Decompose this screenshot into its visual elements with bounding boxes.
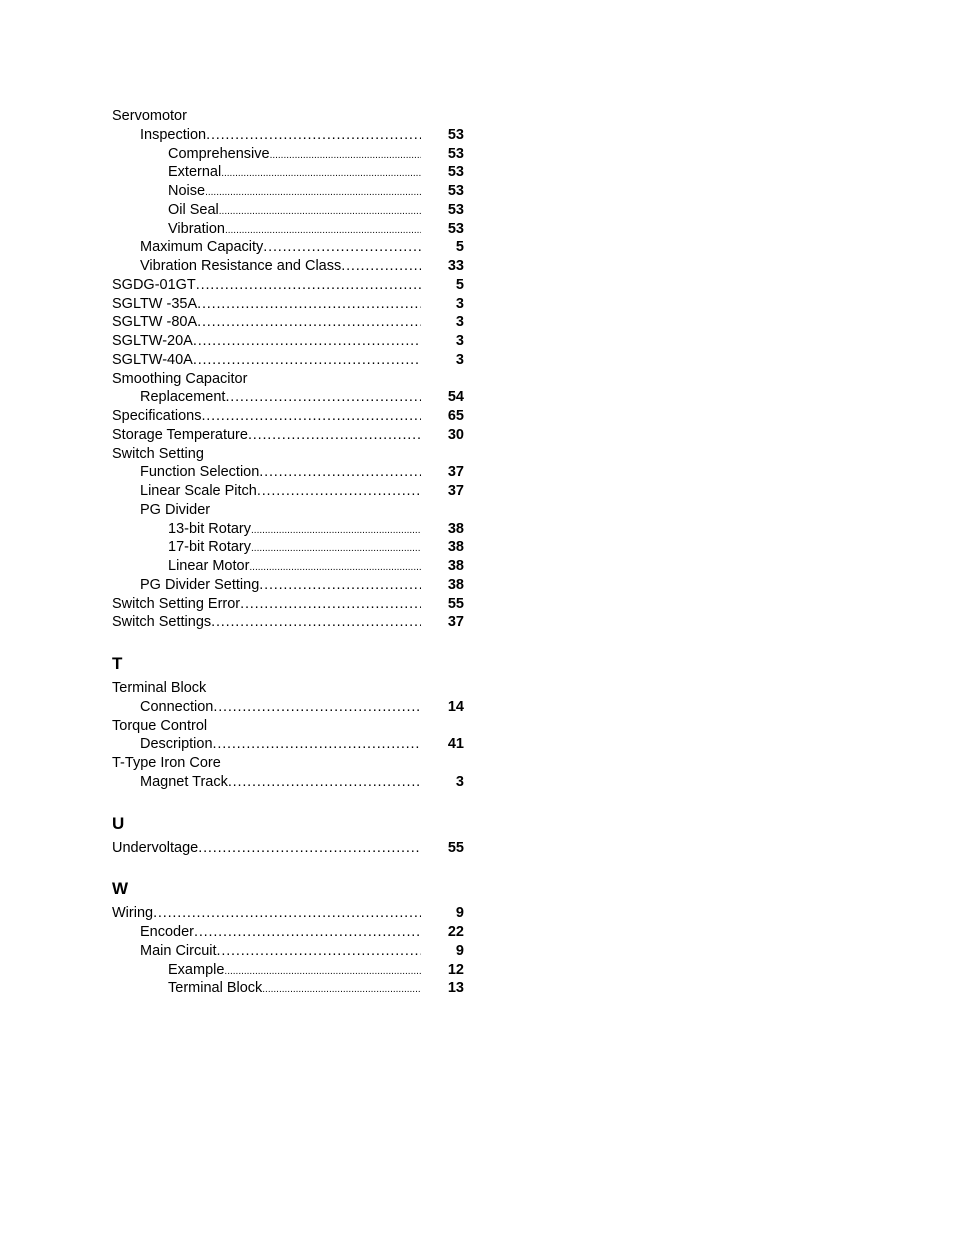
- dot-leader: [213, 735, 421, 754]
- index-term: Encoder: [140, 924, 195, 940]
- index-term: Main Circuit: [140, 942, 217, 959]
- page-number: 13: [447, 980, 464, 997]
- dot-leader: [201, 407, 421, 426]
- index-entry: [112, 754, 464, 773]
- index-term: Function Selection: [140, 464, 260, 481]
- index-entry: [112, 717, 464, 736]
- index-entry: [112, 182, 464, 201]
- index-entry: [112, 679, 464, 698]
- index-term: Smoothing Capacitor: [112, 370, 248, 387]
- index-term: 13-bit Rotary: [168, 520, 252, 537]
- page-number: 53: [447, 183, 464, 199]
- page-number: 38: [447, 520, 464, 537]
- index-entry: [112, 961, 464, 980]
- index-term: Magnet Track: [140, 773, 228, 790]
- index-entry: [112, 482, 464, 501]
- index-term: Linear Scale Pitch: [140, 483, 257, 499]
- page-number: 41: [447, 736, 464, 753]
- index-group-t: [112, 679, 464, 792]
- index-term: Wiring: [112, 905, 154, 922]
- page-number: 53: [447, 145, 464, 162]
- dot-leader: [197, 313, 421, 332]
- page-number: 33: [447, 258, 464, 274]
- page-number: 3: [455, 773, 464, 790]
- dot-leader: [225, 388, 421, 407]
- section-heading-w: W: [112, 879, 129, 899]
- index-term: Inspection: [140, 126, 207, 143]
- index-term: Linear Motor: [168, 558, 250, 574]
- index-entry: [112, 163, 464, 182]
- dot-leader: [257, 482, 421, 501]
- dot-leader: [262, 981, 421, 1000]
- index-term: Description: [140, 736, 213, 753]
- index-term: PG Divider: [140, 501, 211, 518]
- index-entry: [112, 773, 464, 792]
- index-entry: [112, 257, 464, 276]
- dot-leader: [219, 203, 421, 222]
- index-term: SGLTW-20A: [112, 333, 193, 349]
- index-entry: [112, 238, 464, 257]
- page-number: 22: [447, 924, 464, 940]
- page-number: 37: [447, 464, 464, 481]
- index-term: Torque Control: [112, 717, 208, 734]
- dot-leader: [259, 463, 421, 482]
- index-entry: [112, 426, 464, 445]
- index-entry: [112, 501, 464, 520]
- index-term: Servomotor: [112, 108, 187, 124]
- page-number: 9: [455, 942, 464, 959]
- page-number: 53: [447, 126, 464, 143]
- index-entry: [112, 576, 464, 595]
- dot-leader: [197, 295, 421, 314]
- index-term: Switch Setting: [112, 445, 204, 462]
- index-term: T-Type Iron Core: [112, 755, 221, 771]
- index-term: Vibration: [168, 220, 225, 237]
- dot-leader: [193, 351, 421, 370]
- index-entry: [112, 220, 464, 239]
- index-group-s: [112, 107, 464, 632]
- dot-leader: [228, 773, 421, 792]
- index-term: Undervoltage: [112, 839, 199, 856]
- index-term: Vibration Resistance and Class: [140, 258, 342, 274]
- dot-leader: [341, 257, 421, 276]
- index-entry: [112, 839, 464, 858]
- index-term: 17-bit Rotary: [168, 539, 252, 556]
- index-term: Terminal Block: [168, 980, 263, 997]
- dot-leader: [206, 126, 421, 145]
- index-entry: [112, 942, 464, 961]
- page-number: 14: [447, 698, 464, 715]
- section-heading-t: T: [112, 654, 123, 673]
- dot-leader: [270, 147, 421, 166]
- dot-leader: [196, 276, 421, 295]
- page-number: 55: [447, 839, 464, 856]
- page-number: 9: [455, 905, 464, 922]
- page-number: 53: [447, 220, 464, 237]
- index-entry: [112, 313, 464, 332]
- index-term: Switch Settings: [112, 614, 212, 631]
- index-entry: [112, 126, 464, 145]
- dot-leader: [221, 165, 421, 184]
- index-term: Comprehensive: [168, 145, 270, 162]
- page-number: 37: [447, 483, 464, 499]
- page-number: 30: [447, 426, 464, 443]
- dot-leader: [248, 426, 421, 445]
- dot-leader: [198, 839, 421, 858]
- page-number: 38: [447, 576, 464, 593]
- index-entry: [112, 407, 464, 426]
- index-entry: [112, 295, 464, 314]
- index-term: Terminal Block: [112, 680, 207, 696]
- index-term: Switch Setting Error: [112, 595, 241, 612]
- index-entry: [112, 613, 464, 632]
- page-number: 5: [455, 276, 464, 293]
- index-entry: [112, 107, 464, 126]
- index-entry: [112, 276, 464, 295]
- index-entry: [112, 351, 464, 370]
- index-term: SGLTW -35A: [112, 295, 198, 312]
- index-entry: [112, 979, 464, 998]
- index-term: Specifications: [112, 408, 202, 424]
- index-entry: [112, 735, 464, 754]
- index-group-u: [112, 839, 464, 858]
- page-number: 3: [455, 333, 464, 349]
- page-number: 65: [447, 408, 464, 424]
- index-term: Oil Seal: [168, 201, 219, 218]
- index-entry: [112, 698, 464, 717]
- dot-leader: [194, 923, 421, 942]
- page-number: 37: [447, 614, 464, 631]
- index-term: Example: [168, 961, 225, 978]
- index-entry: [112, 201, 464, 220]
- dot-leader: [153, 904, 421, 923]
- index-column: [112, 107, 464, 998]
- index-term: SGLTW-40A: [112, 351, 193, 368]
- index-term: SGLTW -80A: [112, 314, 198, 331]
- dot-leader: [263, 238, 421, 257]
- dot-leader: [205, 184, 421, 203]
- index-entry: [112, 904, 464, 923]
- page-number: 38: [447, 558, 464, 574]
- index-entry: [112, 923, 464, 942]
- index-entry: [112, 445, 464, 464]
- dot-leader: [211, 613, 421, 632]
- index-term: External: [168, 164, 222, 181]
- index-term: PG Divider Setting: [140, 576, 260, 593]
- section-heading-u: U: [112, 813, 125, 833]
- index-term: Connection: [140, 698, 214, 715]
- page-number: 3: [455, 314, 464, 331]
- index-entry: [112, 557, 464, 576]
- dot-leader: [193, 332, 421, 351]
- page-number: 55: [447, 595, 464, 612]
- page-number: 3: [455, 295, 464, 312]
- index-term: Noise: [168, 183, 206, 199]
- index-entry: [112, 595, 464, 614]
- page-number: 3: [455, 351, 464, 368]
- index-term: Replacement: [140, 389, 226, 406]
- dot-leader: [213, 698, 421, 717]
- dot-leader: [259, 576, 421, 595]
- index-entry: [112, 370, 464, 389]
- index-term: SGDG-01GT: [112, 276, 196, 293]
- page-number: 12: [447, 961, 464, 978]
- page-number: 38: [447, 539, 464, 556]
- index-entry: [112, 332, 464, 351]
- page-number: 5: [455, 239, 464, 256]
- index-entry: [112, 388, 464, 407]
- page-number: 53: [447, 201, 464, 218]
- index-entry: [112, 145, 464, 164]
- index-term: Maximum Capacity: [140, 239, 264, 256]
- page-number: 53: [447, 164, 464, 181]
- index-term: Storage Temperature: [112, 426, 248, 443]
- dot-leader: [251, 522, 421, 541]
- index-group-w: [112, 904, 464, 998]
- index-entry: [112, 538, 464, 557]
- dot-leader: [217, 942, 421, 961]
- page-number: 54: [447, 389, 464, 406]
- index-entry: [112, 463, 464, 482]
- dot-leader: [251, 540, 421, 559]
- dot-leader: [240, 595, 421, 614]
- index-entry: [112, 520, 464, 539]
